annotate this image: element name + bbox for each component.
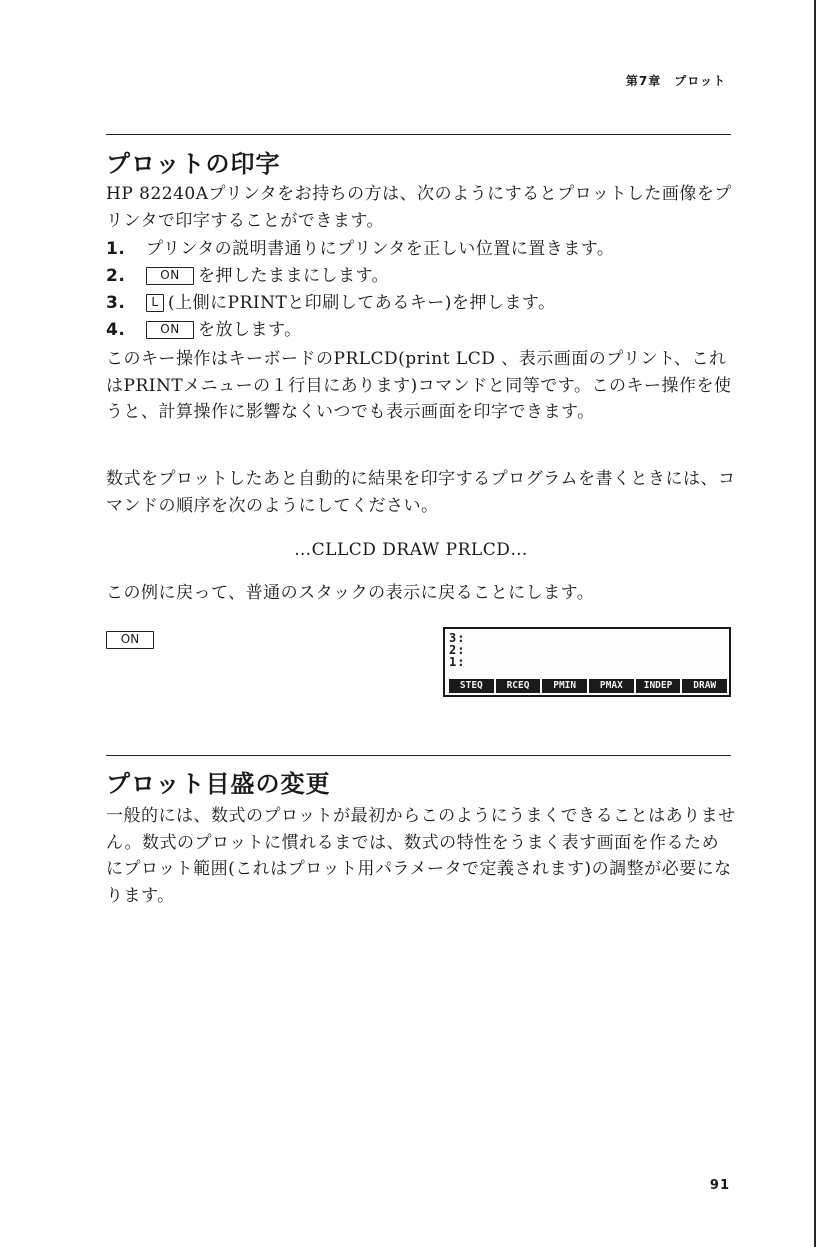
section-title: プロット目盛の変更: [106, 770, 331, 798]
program-paragraph: 数式をプロットしたあと自動的に結果を印字するプログラムを書くときには、コマンドの順序を次のようにしてください。: [106, 469, 736, 516]
on-key-icon: ON: [146, 321, 194, 339]
step-4: [106, 317, 302, 343]
stack-level-2: 2:: [449, 643, 466, 657]
step-number: 1.: [106, 239, 126, 259]
menu-key-steq: STEQ: [449, 679, 494, 693]
section-rule: [106, 134, 731, 135]
page-edge: [814, 0, 816, 1247]
step-3: [106, 290, 556, 316]
prlcd-note-paragraph: このキー操作はキーボードのPRLCD(print LCD 、表示画面のプリント、これはPRINTメニューの１行目にあります)コマンドと同等です。このキー操作を使うと、計算操作に影響なくいつでも表示画面を印字できます。: [106, 349, 732, 422]
step-number: 2.: [106, 266, 126, 286]
menu-key-pmin: PMIN: [542, 679, 587, 693]
stack-level-3: 3:: [449, 631, 466, 645]
step-number: 4.: [106, 320, 126, 340]
intro-paragraph: HP 82240Aプリンタをお持ちの方は、次のようにするとプロットした画像をプリンタで印字することができます。: [106, 184, 732, 231]
key-example: [106, 628, 158, 649]
menu-key-rceq: RCEQ: [496, 679, 541, 693]
section-title: プロットの印字: [106, 150, 281, 178]
section-rule: [106, 755, 731, 756]
on-key-icon: ON: [146, 267, 194, 285]
step-2: [106, 263, 389, 289]
step-text: (上側にPRINTと印刷してあるキー)を押します。: [168, 293, 556, 313]
left-shift-key-icon: L: [146, 294, 164, 312]
scale-paragraph: 一般的には、数式のプロットが最初からこのようにうまくできることはありません。数式のプロットに慣れるまでは、数式の特性をうまく表す画面を作るためにプロット範囲(これはプロット用パラメータで定義されます)の調整が必要になります。: [106, 806, 736, 906]
step-1: [106, 236, 614, 262]
code-sequence: …CLLCD DRAW PRLCD…: [294, 540, 528, 560]
running-head: 第7章 プロット: [625, 74, 726, 88]
stack-level-1: 1:: [449, 655, 466, 669]
menu-key-draw: DRAW: [682, 679, 727, 693]
step-text: を放します。: [198, 320, 302, 340]
menu-key-indep: INDEP: [636, 679, 681, 693]
step-text: プリンタの説明書通りにプリンタを正しい位置に置きます。: [146, 239, 615, 259]
on-key-icon: ON: [106, 631, 154, 649]
menu-key-pmax: PMAX: [589, 679, 634, 693]
return-paragraph: この例に戻って、普通のスタックの表示に戻ることにします。: [106, 583, 595, 603]
menu-bar: [449, 679, 727, 693]
calculator-display: [443, 627, 731, 697]
page-number: 91: [709, 1178, 730, 1193]
step-number: 3.: [106, 293, 126, 313]
step-text: を押したままにします。: [198, 266, 390, 286]
